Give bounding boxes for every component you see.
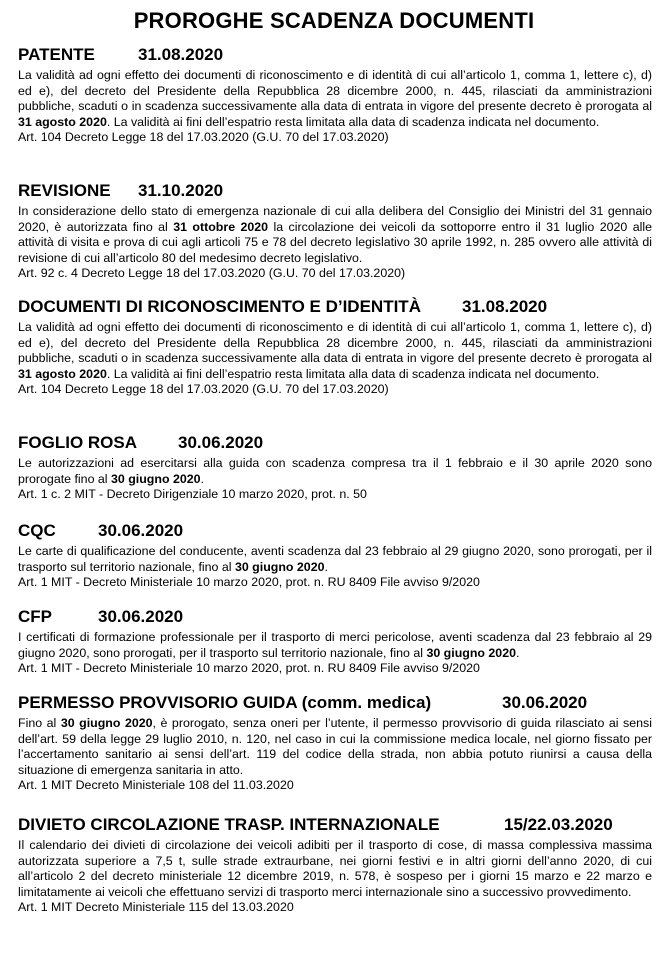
legal-reference: Art. 104 Decreto Legge 18 del 17.03.2020 (G.U. 70 del 17.03.2020): [18, 382, 389, 397]
text-part: Il calendario dei divieti di circolazione dei veicoli adibiti per il trasporto di cose, di massa complessiva massima autorizzata superiore a 7,5 t, sulle strade extraurbane, nei giorni festivi e in altri giorni dell’anno 2020, di cui all’articolo 2 del decreto ministeriale 12 dicembre 2019, n. 578, è sospeso per i giorni 15 marzo e 22 marzo e limitatamente ai veicoli che effettuano servizi di trasporto merci internazionale sino a successivo provvedimento.: [18, 838, 652, 899]
section-title: DIVIETO CIRCOLAZIONE TRASP. INTERNAZIONALE: [18, 815, 440, 834]
section-text: [18, 68, 652, 130]
legal-reference: Art. 92 c. 4 Decreto Legge 18 del 17.03.2020 (G.U. 70 del 17.03.2020): [18, 266, 406, 281]
text-part: I certificati di formazione professionale per il trasporto di merci pericolose, aventi scadenza dal 23 febbraio al 29 giugno 2020, sono prorogati, per il trasporto sul territorio nazionale, fino al: [18, 630, 652, 660]
section-heading: [18, 814, 652, 836]
text-part: .: [200, 471, 204, 486]
legal-reference: Art. 1 MIT Decreto Ministeriale 108 del 11.03.2020: [18, 778, 294, 793]
section-date: 30.06.2020: [98, 607, 184, 626]
section-text: [18, 838, 652, 900]
text-part: Le autorizzazioni ad esercitarsi alla guida con scadenza compresa tra il 1 febbraio e il 30 aprile 2020 sono prorogate fino al: [18, 456, 652, 486]
text-part: .: [515, 645, 520, 660]
section-permesso-provvisorio: [18, 692, 652, 794]
section-foglio-rosa: [18, 432, 652, 503]
section-heading: [18, 432, 652, 454]
legal-reference: Art. 1 MIT Decreto Ministeriale 115 del 13.03.2020: [18, 900, 294, 915]
highlighted-date: 31 agosto 2020: [18, 114, 107, 129]
section-title: CFP: [18, 607, 52, 626]
section-text: [18, 630, 652, 661]
text-part: , è prorogato, senza oneri per l’utente, il permesso provvisorio di guida rilasciato ai sensi dell’art. 59 della legge 29 luglio 2010, n. 120, nel caso in cui la commissione medica locale, nel giorno fissato per l’accertamento sanitario ai sensi dell’art. 119 del codice della strada, non abbia potuto riunirsi a causa della situazione di emergenza sanitaria in atto.: [18, 716, 652, 777]
section-patente: [18, 44, 652, 146]
section-text: [18, 456, 652, 487]
section-heading: [18, 296, 652, 318]
highlighted-date: 30 giugno 2020: [426, 645, 516, 660]
section-date: 31.08.2020: [462, 297, 548, 316]
section-title: PATENTE: [18, 45, 95, 64]
text-part: Le carte di qualificazione del conducente, aventi scadenza dal 23 febbraio al 29 giugno 2020, sono prorogati, per il trasporto sul territorio nazionale, fino al: [18, 544, 652, 574]
section-divieto-circolazione: [18, 814, 652, 916]
section-text: [18, 204, 652, 266]
section-heading: [18, 606, 652, 628]
highlighted-date: 30 giugno 2020: [234, 559, 325, 574]
legal-reference: Art. 1 MIT - Decreto Ministeriale 10 marzo 2020, prot. n. RU 8409 File avviso 9/2020: [18, 661, 480, 676]
highlighted-date: 31 agosto 2020: [18, 366, 107, 381]
legal-reference: Art. 104 Decreto Legge 18 del 17.03.2020 (G.U. 70 del 17.03.2020): [18, 130, 389, 145]
text-part: . La validità ai fini dell’espatrio resta limitata alla data di scadenza indicata nel documento.: [106, 114, 600, 129]
section-revisione: [18, 180, 652, 282]
section-title: REVISIONE: [18, 181, 111, 200]
legal-reference: Art. 1 c. 2 MIT - Decreto Dirigenziale 10 marzo 2020, prot. n. 50: [18, 487, 367, 502]
section-date: 30.06.2020: [502, 693, 588, 712]
text-part: .: [324, 559, 328, 574]
section-cqc: [18, 520, 652, 591]
section-date: 30.06.2020: [178, 433, 264, 452]
section-date: 31.08.2020: [138, 45, 224, 64]
section-title: PERMESSO PROVVISORIO GUIDA (comm. medica): [18, 693, 432, 712]
section-heading: [18, 692, 652, 714]
section-heading: [18, 44, 652, 66]
text-part: Fino al: [18, 716, 61, 730]
highlighted-date: 30 giugno 2020: [111, 471, 201, 486]
page-title: PROROGHE SCADENZA DOCUMENTI: [133, 8, 535, 33]
text-part: In considerazione dello stato di emergenza nazionale di cui alla delibera del Consiglio dei Ministri del 31 gennaio 2020, è autorizzata fino al: [18, 204, 652, 234]
text-part: La validità ad ogni effetto dei documenti di riconoscimento e di identità di cui all’articolo 1, comma 1, lettere c), d) ed e), del decreto del Presidente della Repubblica 28 dicembre 2000, n. 445, rilasciati da amministrazioni pubbliche, scaduti o in scadenza successivamente alla data di entrata in vigore del presente decreto è prorogata al: [18, 68, 652, 114]
section-text: [18, 544, 652, 575]
text-part: la circolazione dei veicoli da sottoporre entro il 31 luglio 2020 alle attività di visita e prova di cui agli articoli 75 e 78 del decreto legislativo 30 aprile 1992, n. 285 ovvero alle attività di revisione di cui all’articolo 80 del medesimo decreto legislativo.: [18, 219, 653, 265]
text-part: La validità ad ogni effetto dei documenti di riconoscimento e di identità di cui all’articolo 1, comma 1, lettere c), d) ed e), del decreto del Presidente della Repubblica 28 dicembre 2000, n. 445, rilasciati da amministrazioni pubbliche, scaduti o in scadenza successivamente alla data di entrata in vigore del presente decreto è prorogata al: [18, 320, 652, 366]
highlighted-date: 31 ottobre 2020: [173, 219, 269, 234]
section-heading: [18, 520, 652, 542]
section-title: CQC: [18, 521, 56, 540]
section-cfp: [18, 606, 652, 677]
section-date: 30.06.2020: [98, 521, 184, 540]
section-date: 31.10.2020: [138, 181, 224, 200]
text-part: . La validità ai fini dell’espatrio resta limitata alla data di scadenza indicata nel documento.: [106, 366, 600, 381]
section-heading: [18, 180, 652, 202]
section-title: FOGLIO ROSA: [18, 433, 137, 452]
section-documenti: [18, 296, 652, 398]
highlighted-date: 30 giugno 2020: [60, 716, 153, 730]
section-text: [18, 320, 652, 382]
section-title: DOCUMENTI DI RICONOSCIMENTO E D’IDENTITÀ: [18, 297, 421, 316]
legal-reference: Art. 1 MIT - Decreto Ministeriale 10 marzo 2020, prot. n. RU 8409 File avviso 9/2020: [18, 575, 480, 590]
section-text: [18, 716, 652, 778]
section-date: 15/22.03.2020: [504, 815, 613, 834]
